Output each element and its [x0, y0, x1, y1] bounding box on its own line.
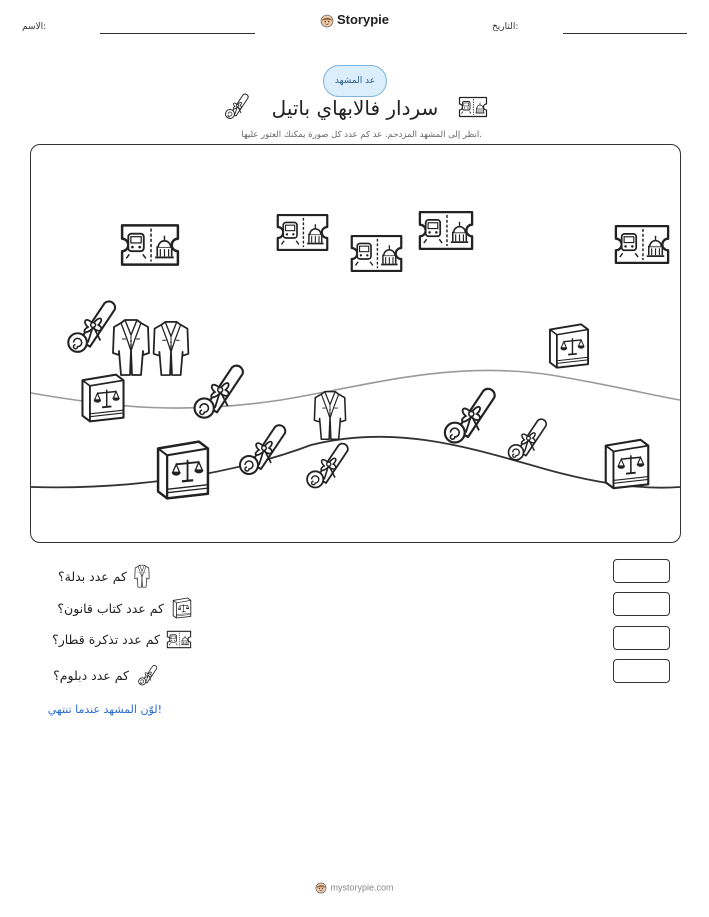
answer-box-law-book[interactable] [613, 592, 670, 616]
suit-icon [113, 320, 149, 375]
question-text: كم عدد تذكرة قطار؟ [52, 632, 160, 647]
scene-drawing [31, 145, 680, 542]
question-train-ticket [52, 630, 192, 649]
date-field[interactable] [563, 33, 687, 34]
suit-icon [133, 564, 151, 588]
diploma-icon [509, 419, 547, 460]
train-ticket-icon [616, 226, 668, 263]
busy-scene [30, 144, 681, 543]
question-diploma [53, 663, 159, 687]
question-text: كم عدد بدلة؟ [58, 568, 127, 584]
train-ticket-icon [278, 215, 328, 250]
color-scene-prompt: لوّن المشهد عندما تنتهي! [47, 703, 162, 716]
train-ticket-icon [122, 225, 178, 264]
law-book-icon [606, 440, 649, 488]
diploma-icon [307, 444, 348, 488]
question-text: كم عدد دبلوم؟ [53, 667, 129, 683]
diploma-icon [240, 425, 285, 474]
question-law-book [57, 597, 194, 619]
site-footer [0, 882, 709, 894]
date-label: التاريخ: [492, 22, 519, 32]
brand-name: Storypie [336, 12, 389, 27]
answer-box-diploma[interactable] [613, 659, 670, 683]
page-title: سردار فالابهاي باتيل [271, 96, 439, 120]
suit-icon [154, 322, 189, 375]
diploma-icon [68, 301, 115, 351]
scene-count-badge: عد المشهد [323, 65, 387, 97]
suit-icon [314, 392, 345, 440]
train-ticket-icon [166, 630, 192, 649]
name-field[interactable] [100, 33, 255, 34]
answer-box-suit[interactable] [613, 559, 670, 583]
pie-logo-icon [315, 882, 327, 894]
hill-line-front [31, 437, 680, 488]
question-suit [58, 564, 151, 588]
instructions: انظر إلى المشهد المزدحم. عد كم عدد كل صورة يمكنك العثور عليها. [241, 130, 482, 140]
law-book-icon [170, 597, 194, 619]
brand-logo [0, 12, 709, 28]
train-ticket-icon [352, 236, 402, 271]
law-book-icon [82, 375, 123, 422]
hill-line-back [31, 370, 680, 408]
train-ticket-icon [420, 212, 472, 249]
answer-box-train-ticket[interactable] [613, 626, 670, 650]
pie-logo-icon [320, 14, 334, 28]
law-book-icon [158, 442, 208, 499]
name-label: الاسم: [22, 22, 47, 32]
law-book-icon [550, 324, 588, 367]
diploma-icon [135, 663, 159, 687]
diploma-icon [195, 366, 243, 418]
diploma-icon [445, 389, 495, 443]
question-text: كم عدد كتاب قانون؟ [57, 600, 164, 616]
train-ticket-title-icon [458, 96, 488, 118]
site-url: mystorypie.com [330, 882, 394, 893]
